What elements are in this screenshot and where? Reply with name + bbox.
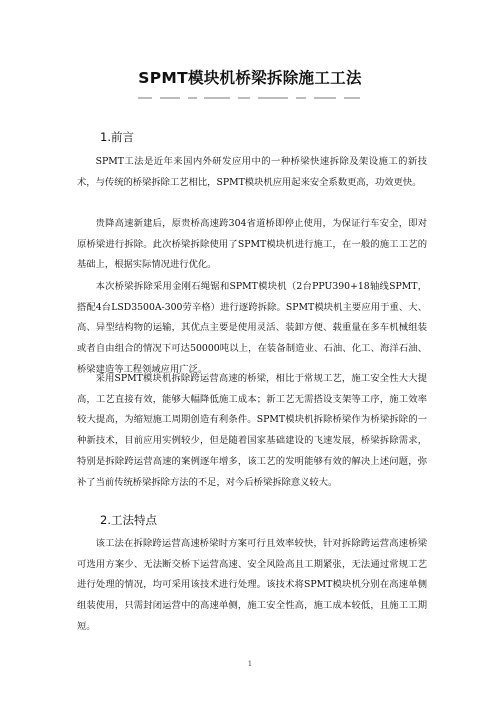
paragraph-2-1: 该工法在拆除跨运营高速桥梁时方案可行且效率较快，针对拆除跨运营高速桥梁可选用方案少、无法断交桥下运营高速、安全风险高且工期紧张，无法通过常规工艺进行处理的情况，均可采用该技术进行处理。该技术将SPMT模块机分别在高速单侧组装使用，只需封闭运营中的高速单侧，施工安全性高，施工成本较低，且施工工期短。 — [77, 538, 427, 632]
page-number: 1 — [247, 660, 253, 668]
paragraph-1-1: SPMT工法是近年来国内外研发应用中的一种桥梁快速拆除及架设施工的新技术，与传统的桥梁拆除工艺相比，SPMT模块机应用起来安全系数更高，功效更快。 — [77, 156, 427, 188]
section-heading-1: 1.前言 — [100, 130, 134, 144]
faint-subtitle-line — [138, 97, 360, 103]
document-title: SPMT模块机桥梁拆除施工工法 — [138, 69, 362, 87]
paragraph-1-3: 本次桥梁拆除采用金刚石绳锯和SPMT模块机（2台PPU390+18轴线SPMT，搭配4台LSD3500A-300劳辛格）进行逐跨拆除。SPMT模块机主要应用于重、大、高、异型结构物的运输，其优点主要是使用灵活、装卸方便、载重量在多车机械组装或者自由组合的情况下可达50000吨以上，在装备制造业、石油、化工、海洋石油、桥梁建造等工程领域应用广泛。 — [77, 281, 427, 375]
paragraph-1-4: 采用SPMT模块机拆除跨运营高速的桥梁，相比于常规工艺，施工安全性大大提高，工艺直接有效，能够大幅降低施工成本；新工艺无需搭设支架等工序，施工效率较大提高，为缩短施工周期创造有利条件。SPMT模块机拆除桥梁作为桥梁拆除的一种新技术，目前应用实例较少，但是随着国家基础建设的飞速发展，桥梁拆除需求，特别是拆除跨运营高速的案例逐年增多，该工艺的发明能够有效的解决上述问题，弥补了当前传统桥梁拆除方法的不足，对今后桥梁拆除意义较大。 — [77, 373, 427, 488]
paragraph-1-2: 贵降高速新建后，原贵桥高速跨304省道桥即停止使用，为保证行车安全，即对原桥梁进行拆除。此次桥梁拆除使用了SPMT模块机进行施工，在一般的施工工艺的基础上，根据实际情况进行优化。 — [77, 218, 427, 271]
section-heading-2: 2.工法特点 — [100, 513, 157, 527]
